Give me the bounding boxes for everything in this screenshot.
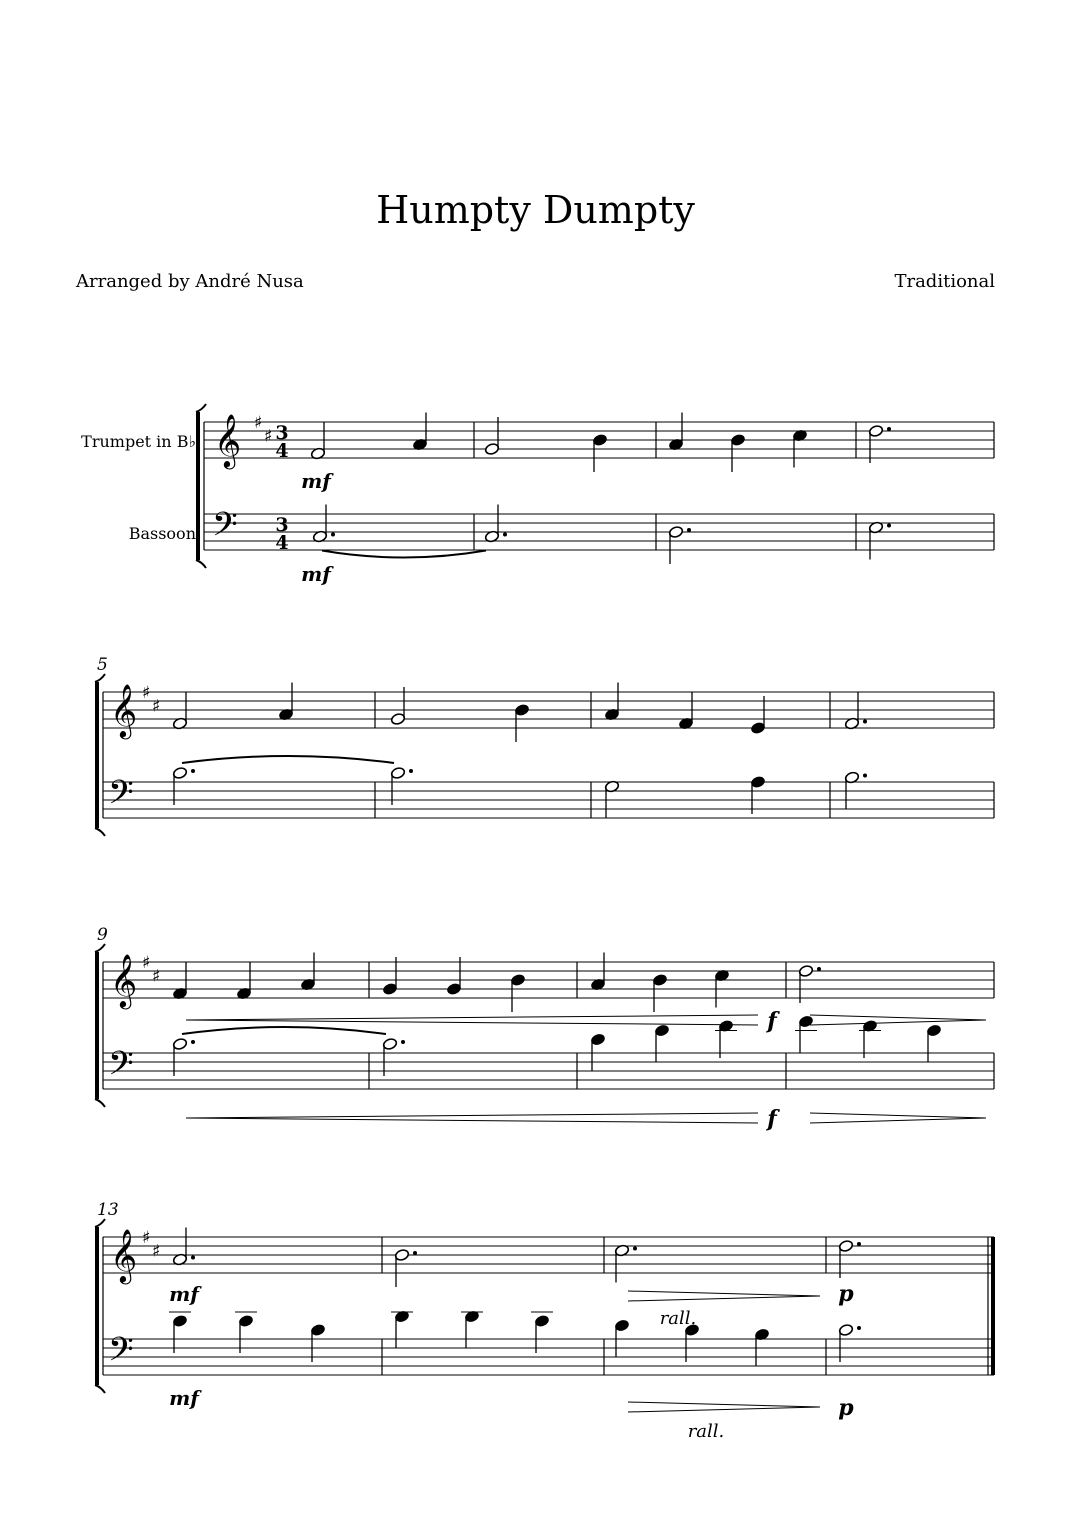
bass-clef: 𝄢 [108,774,134,820]
key-sharp-c: ♯ [152,1241,161,1262]
note-bassoon-dot [191,1040,195,1044]
dynamic-f: f [767,1106,777,1132]
bracket-hook [196,404,206,412]
measure-number: 5 [97,655,108,675]
score-title: Humpty Dumpty [376,188,695,232]
bracket-hook [95,944,105,952]
note-trumpet-dot [887,427,891,431]
instrument-label-trumpet: Trumpet in B♭ [81,432,196,451]
note-trumpet-dot [191,1256,195,1260]
system-bracket [95,1227,99,1385]
key-sharp-c: ♯ [152,966,161,987]
note-bassoon-dot [863,774,867,778]
note-bassoon-dot [687,528,691,532]
decrescendo-hairpin [810,1113,986,1118]
crescendo-hairpin [186,1015,758,1020]
key-sharp-f: ♯ [254,413,263,433]
instrument-label-bassoon: Bassoon [128,524,196,543]
note-trumpet-dot [413,1251,417,1255]
dynamic-p: p [838,1395,854,1421]
dynamic-mf: mf [301,562,331,586]
system-bracket [95,682,99,828]
bracket-hook [95,1385,105,1393]
note-bassoon-dot [191,769,195,773]
final-barline-thick [991,1237,995,1375]
crescendo-hairpin [186,1020,758,1025]
key-sharp-c: ♯ [152,696,161,717]
crescendo-hairpin [186,1118,758,1123]
treble-clef: 𝄞 [214,413,242,467]
time-signature-top: 3 [275,422,289,444]
note-bassoon-dot [887,524,891,528]
decrescendo-hairpin [628,1291,820,1296]
bracket-hook [95,1219,105,1227]
note-bassoon-dot [331,533,335,537]
crescendo-hairpin [186,1113,758,1118]
treble-clef: 𝄞 [110,683,138,737]
dynamic-mf: mf [169,1386,199,1410]
tempo-rall: rall. [659,1308,697,1329]
key-sharp-c: ♯ [264,426,273,447]
system-bracket [95,952,99,1099]
dynamic-f: f [767,1008,777,1034]
dynamic-mf: mf [301,469,331,493]
key-sharp-f: ♯ [142,1228,151,1248]
decrescendo-hairpin [628,1402,820,1407]
measure-number: 9 [97,925,108,945]
bass-clef: 𝄢 [108,1045,134,1091]
tie [182,756,394,763]
note-trumpet-dot [863,720,867,724]
note-bassoon-dot [409,769,413,773]
tie [182,1027,386,1034]
time-signature-top: 3 [275,514,289,536]
bracket-hook [95,674,105,682]
time-signature-bottom: 4 [275,532,289,554]
decrescendo-hairpin [810,1118,986,1123]
treble-clef: 𝄞 [110,1228,138,1282]
note-bassoon-dot [857,1326,861,1330]
note-bassoon-dot [401,1040,405,1044]
time-signature-bottom: 4 [275,440,289,462]
decrescendo-hairpin [628,1296,820,1301]
tie [322,551,486,558]
dynamic-mf: mf [169,1282,199,1306]
note-trumpet-dot [633,1247,637,1251]
system-bracket [196,412,200,560]
composer-credit: Traditional [894,271,995,292]
arranger-credit: Arranged by André Nusa [76,271,304,292]
key-sharp-f: ♯ [142,953,151,973]
note-bassoon-dot [503,533,507,537]
bracket-hook [95,828,105,836]
note-trumpet-dot [857,1242,861,1246]
note-trumpet-dot [817,967,821,971]
measure-number: 13 [97,1200,119,1220]
treble-clef: 𝄞 [110,953,138,1007]
bass-clef: 𝄢 [212,506,238,552]
key-sharp-f: ♯ [142,683,151,703]
bracket-hook [95,1099,105,1107]
decrescendo-hairpin [628,1407,820,1412]
decrescendo-hairpin [810,1020,986,1025]
tempo-rall: rall. [687,1421,725,1442]
dynamic-p: p [838,1281,854,1307]
bracket-hook [196,560,206,568]
bass-clef: 𝄢 [108,1331,134,1377]
decrescendo-hairpin [810,1015,986,1020]
